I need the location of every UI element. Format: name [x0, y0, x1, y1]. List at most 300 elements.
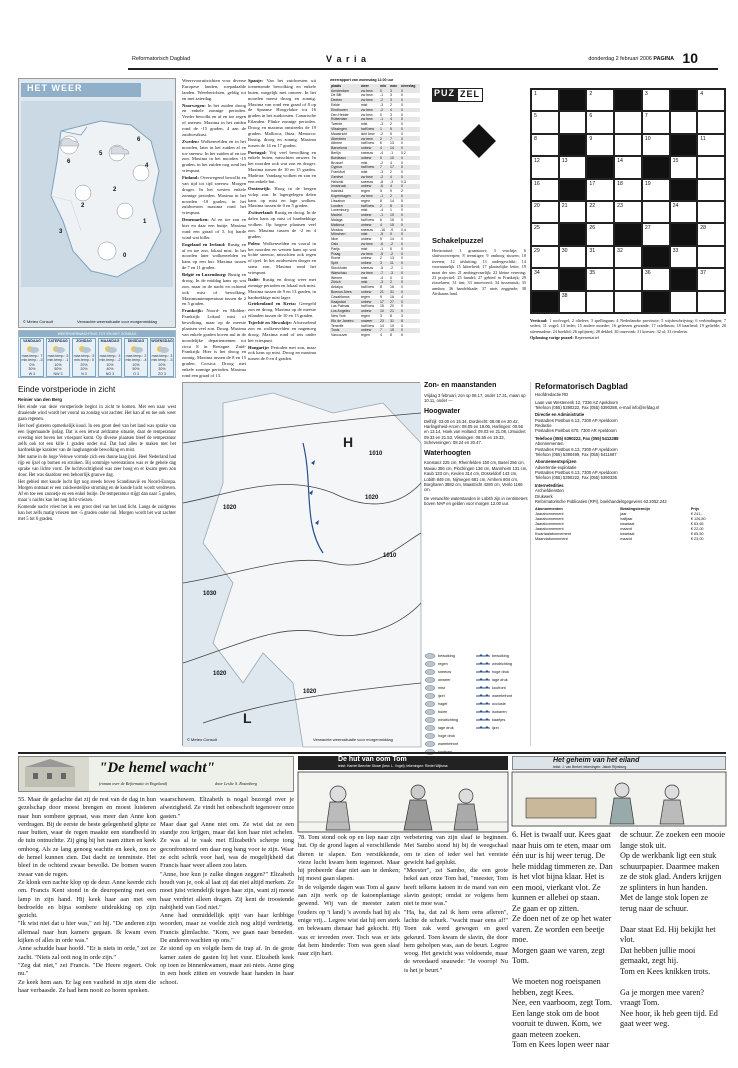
puzzle-cell[interactable]	[642, 201, 670, 223]
puzzle-block	[559, 89, 587, 111]
puzzle-number: 37	[700, 270, 707, 277]
city-cell: 0	[379, 156, 389, 161]
city-cell: Rio de Janeiro	[330, 319, 360, 324]
puzzle-cell[interactable]	[559, 156, 587, 178]
puzzle-cell[interactable]	[614, 268, 642, 290]
forecast-day-rain: 0%	[29, 362, 35, 367]
country-name: België en Luxemburg:	[182, 272, 227, 277]
colophon-line: Advertentie-exploitatie	[535, 464, 577, 470]
city-cell: Praag	[330, 251, 360, 256]
forecast-day-sun: 30%	[28, 367, 36, 372]
city-cell: 1	[400, 266, 403, 271]
city-cell: Oslo	[330, 242, 360, 247]
price-cell: kwartaal	[620, 531, 635, 536]
city-cell: 15	[389, 223, 400, 228]
city-table	[330, 84, 420, 338]
country-text: Vrij veel bewolking en enkele buien, misschien onweer. In het noorden ook wat zon en droger. Maxima tussen de 10 en 15 graden. Madeira: Vandaag wolken en zon en een enkele bui.	[248, 149, 316, 184]
city-cell: Antalya	[331, 285, 343, 290]
country-forecast	[182, 139, 246, 174]
puzzle-number: 1	[534, 91, 537, 97]
puzzle-cell[interactable]	[697, 223, 725, 245]
city-cell: mist	[360, 160, 368, 165]
forecast-day-name: ZATERDAG	[48, 339, 68, 343]
map-temp-6: 2	[81, 203, 85, 209]
legend-label: hagel	[438, 701, 448, 706]
city-cell: Warschau	[330, 271, 360, 276]
city-cell: onbew	[360, 223, 379, 228]
city-cell: Vlissingen	[330, 127, 360, 132]
country-forecast	[248, 241, 316, 276]
front-line-icon	[476, 653, 490, 659]
sun-cloud-icon	[155, 345, 169, 353]
city-cell: 0	[400, 165, 420, 170]
colophon-line: Internetedities	[535, 482, 564, 488]
legend-label: warmtefront	[438, 741, 459, 746]
price-row	[535, 527, 726, 532]
front-line-icon	[476, 709, 490, 715]
legend-label: lage druk	[438, 725, 454, 730]
puzzle-cell[interactable]	[614, 156, 642, 178]
country-text: Noord- en Midden-Frankrijk: Lokaal mist of bewolking, maar op de meeste plaatsen veel zon. Droog. Maxima van enkele graden boven nul in de noordelijke departementen tot circa 8 in Bretagne. Zuid-Frankrijk: Hier is het droog en zonnig. Maxima tussen de 8 en 15 graden. Corsica: Droog met enkele zonnige perioden. Maxima rond een graad of 13.	[182, 308, 246, 378]
city-cell: half bew	[360, 323, 374, 328]
sun-cloud-icon	[77, 345, 91, 353]
front-line-icon	[476, 693, 490, 699]
price-cell: Jaarabonnement	[535, 526, 564, 531]
puzzle-cell[interactable]	[697, 201, 725, 223]
city-cell: sneeuw	[360, 227, 374, 232]
colophon-title: Reformatorisch Dagblad	[535, 382, 628, 391]
city-cell: 3	[379, 314, 382, 318]
country-text: Af en toe zon en hier en daar een buitje. Maxima rond een graad of 5, bij harde wind wat killer.	[182, 217, 246, 240]
puzzle-cell[interactable]	[614, 134, 642, 156]
legend-row	[424, 716, 474, 724]
bottom-rule	[18, 752, 726, 754]
puzzle-cell[interactable]	[642, 268, 670, 290]
city-cell: mist	[360, 208, 368, 213]
puzzle-cell[interactable]	[670, 156, 698, 178]
price-cell: € 65,50	[690, 531, 704, 536]
price-cell: halfjaar	[620, 517, 633, 522]
map-temp-8: 5	[99, 151, 103, 157]
puzzle-cell[interactable]	[670, 201, 698, 223]
water-title: Hoogwater	[424, 407, 461, 415]
legend-label: kaartjes	[492, 717, 506, 722]
puzzle-block	[642, 246, 670, 268]
city-col-header: min	[379, 84, 389, 89]
price-cell: € 63,65	[690, 521, 704, 526]
onweer-icon	[424, 677, 436, 683]
city-cell: zw bew	[360, 93, 373, 98]
legend-row-right	[476, 660, 524, 668]
puzzle-cell[interactable]	[531, 111, 559, 133]
puzzle-cell[interactable]	[697, 134, 725, 156]
puzzle-solution-head: Oplossing vorige puzzel:	[530, 335, 574, 341]
city-cell: onbew	[360, 261, 379, 266]
city-cell: Las Palmas	[331, 304, 350, 309]
puzzle-number: 15	[672, 158, 679, 165]
city-weather-table	[330, 78, 420, 338]
forecast-day-min: min.temp.: -1	[47, 358, 69, 363]
comic-col2-text: verbetering van zijn slaaf te beginnen. Met Sambo stond hij bij de weegschaal om te zien of ieder wel het vereiste gewicht had geplukt. "Meester", zei Sambo, die een grote hekel aan onze Tom had, "meester, Tom heeft telkens katoen in de mand van een slavin gestopt; omdat ze volgens hem niet te moe was." "Ha, ha, dat zal ik hem eens afleren", lachte de schurk. "wacht maar eens af!" Toen zak werd gewogen en goed gekeurd. Toen kwam de slavin, die door hem geholpen was, aan de beurt. Legree woog. Het gewicht was voldoende, maar de wreedaard snauwde: "Je voorop! Nu is het je beurt."	[404, 834, 508, 974]
city-cell: 2	[389, 280, 400, 285]
legend-label: isobaren	[492, 709, 507, 714]
city-row	[330, 333, 420, 338]
header-page-word: PAGINA	[653, 56, 674, 62]
city-cell: Stockholm	[331, 266, 348, 271]
city-cell: 0	[400, 271, 420, 276]
country-forecast	[182, 272, 246, 307]
forecast-day-wind: ZO 3	[158, 371, 166, 376]
puzzle-number: 4	[700, 91, 704, 97]
forecast-day-min: min.temp.: 0	[74, 358, 94, 363]
puzzle-cell[interactable]	[614, 246, 642, 268]
forecast-day-wind: NO 3	[105, 371, 115, 376]
comic-col1-text: 78. Tom stond ook op en liep naar zijn hut. Op de grond lagen al verschillende dieren te slapen. Een verstikkende, vieze lucht kwam hem tegemoet. Maar hij probeerde daar niet aan te denken; hij moest gaan slapen. In de volgende dagen was Tom al gauw aan zijn werk op de katoenplantage gewend. Wij van de meester zaten (ouders op 't land) 's avonds had hij als enige vrij... Legree wist dat hij een sterk en bekwaam dienaar had gekocht. Hij was er tevreden over. Toch was er iets dat hem hinderde: Tom was geen slaaf naar zijn hart.	[298, 834, 400, 958]
city-cell: zw bew	[360, 98, 379, 103]
city-cell: -7	[379, 271, 389, 276]
city-cell: Istanbul	[331, 189, 344, 194]
puzzle-cell[interactable]	[586, 268, 614, 290]
puzzle-grid[interactable]	[530, 88, 726, 314]
price-cell: jaar	[620, 512, 627, 517]
city-cell: Kaapstad	[330, 299, 360, 304]
country-forecast	[248, 210, 316, 239]
city-cell: Helsinki	[331, 179, 344, 184]
netherlands-map	[21, 101, 173, 287]
city-cell: 2	[379, 204, 389, 209]
colophon-prices	[535, 507, 726, 541]
hoge-icon	[424, 733, 436, 739]
country-name: Italië:	[248, 276, 260, 282]
city-cell: half bew	[360, 204, 379, 209]
city-cell: Den Helder	[331, 112, 349, 117]
puzzle-cell[interactable]	[614, 291, 642, 313]
puzzle-number: 17	[589, 180, 596, 187]
city-cell: 0	[400, 251, 420, 256]
city-cell: 0	[400, 237, 403, 242]
city-cell: onbew	[360, 309, 379, 314]
city-cell: -1	[379, 246, 384, 251]
country-name: Portugal:	[248, 149, 267, 155]
isobar-label-6: 1020	[213, 671, 227, 677]
puzzle-cell[interactable]	[642, 89, 670, 111]
country-name: Polen:	[248, 240, 261, 246]
city-cell: 4	[390, 160, 392, 165]
city-cell: 5	[389, 127, 400, 132]
city-cell: 16	[390, 218, 394, 223]
puzzle-cell[interactable]	[559, 291, 587, 313]
puzzle-number: 9	[589, 135, 593, 142]
city-cell: 1	[390, 208, 392, 213]
city-cell: -8	[379, 179, 384, 184]
legend-label: bewolking	[492, 653, 509, 658]
puzzle-cell[interactable]	[586, 201, 614, 223]
city-cell: 14	[389, 146, 400, 151]
buien-icon	[424, 709, 436, 715]
puzzle-cell[interactable]	[670, 246, 698, 268]
front-line-icon	[476, 685, 490, 691]
city-cell: 6	[379, 218, 382, 223]
country-forecast	[182, 175, 246, 216]
country-forecast	[248, 150, 316, 185]
legend-label: ijzel	[492, 725, 499, 730]
puzzle-cell[interactable]	[531, 89, 559, 111]
city-cell: zw bew	[360, 251, 379, 256]
puzzle-cell[interactable]	[586, 246, 614, 268]
puzzle-cell[interactable]	[586, 111, 614, 133]
city-cell: Rome	[331, 256, 341, 261]
city-cell: -2	[389, 251, 400, 256]
city-cell: Cyprus	[330, 165, 360, 170]
country-text: Wolkenvelden en vooral in het noorden en westen kans op wat lichte sneeuw, misschien ook regen of ijzel. In het zuidwesten droger en soms zon. Maxima rond het vriespunt.	[248, 240, 316, 275]
article-paragraph: Met name in de hoge Veluwe vormde zich een dunne laag ijzel. Heel Nederland had rijp en ijzel op bomen en struiken. Bij sommige weerstations was er de gehele dag sprake van lichte vorst. De luchtvochtigheid was zeer hoog en er kwam geen zon door. Het was daardoor een behoorlijk grauwe dag.	[18, 455, 176, 479]
city-cell: Maastricht	[331, 131, 348, 136]
city-cell: -5	[379, 251, 389, 256]
header-section: V a r i a	[326, 54, 368, 64]
country-text: Perioden met zon, maar ook kans op mist. Droog en maxima tussen de 0 en 4 graden.	[248, 344, 316, 362]
legend-row-right	[476, 724, 524, 732]
city-cell: Tenerife	[331, 323, 344, 328]
city-cell: -1	[379, 93, 384, 98]
city-cell: zw bew	[360, 242, 379, 247]
puzzle-number: 36	[644, 270, 651, 277]
legend-row-right	[476, 716, 524, 724]
puzzle-number: 10	[644, 135, 651, 142]
serial-author: door Leslie S. Rozenberg	[215, 781, 257, 786]
puzzle-block	[670, 89, 698, 111]
city-cell: -3	[379, 170, 384, 175]
article-paragraph: Het einde van deze vorstperiode begint in zicht te komen. Met een naar west draaiende wind wordt het vooral na zondag wat zachter. Het kan af en toe ook weer gaan regenen.	[18, 405, 176, 423]
city-cell: half bew	[360, 127, 379, 132]
puzzle-cell[interactable]	[531, 134, 559, 156]
puzzle-cell[interactable]	[586, 134, 614, 156]
pressure-credit: © Meteo Consult	[187, 737, 217, 742]
puzzle-cell[interactable]	[614, 201, 642, 223]
legend-row	[424, 708, 474, 716]
legend-row	[424, 732, 474, 740]
puzzle-number: 35	[589, 270, 596, 277]
header-page-number: 10	[682, 50, 698, 66]
colophon-line: Reformatorische Publicaties (RPI), boekhandelsgegevens 63.2052.242	[535, 498, 667, 504]
puzzle-cell[interactable]	[531, 156, 559, 178]
city-cell: 8	[389, 204, 400, 209]
city-cell: 31	[389, 290, 400, 295]
legend-row	[424, 724, 474, 732]
serial-banner	[18, 756, 294, 792]
city-cell: Innsbruck	[330, 184, 360, 189]
city-cell: 0	[400, 146, 420, 151]
isobar-label-1: 1010	[369, 451, 383, 457]
puzzle-number: 29	[534, 247, 540, 254]
city-cell: 5	[379, 237, 382, 242]
forecast-day-wind: W 3	[28, 371, 36, 376]
city-cell: 6	[400, 333, 403, 338]
colophon-line: Postadres Postbus 6.13, 7300 AP Apeldoorn	[535, 446, 618, 452]
tides-text: Vrijdag 3 februari, zon op 08.17, onder 17.31, maan op 10.11, onder —	[424, 392, 526, 404]
puzzle-cell[interactable]	[670, 291, 698, 313]
city-cell: 7	[379, 165, 389, 170]
puzzle-number: 34	[534, 270, 540, 277]
city-cell: -6	[379, 184, 389, 189]
country-forecast	[248, 301, 316, 319]
city-cell: 0	[400, 127, 420, 132]
city-cell: -6	[379, 242, 389, 247]
isobar-label-2: 1020	[365, 495, 379, 501]
city-cell: 19	[390, 323, 394, 328]
city-cell: mist	[360, 275, 368, 280]
weather-map-panel	[18, 78, 176, 328]
puzzle-cell[interactable]	[559, 111, 587, 133]
city-cell: 0	[400, 261, 420, 266]
puzzle-cell[interactable]	[642, 223, 670, 245]
city-col-header: weer	[360, 84, 379, 89]
city-cell: mist	[360, 280, 379, 285]
price-row	[535, 532, 726, 537]
price-cell: maand	[620, 526, 632, 531]
weather-article-col2	[182, 78, 246, 378]
article-paragraph: Komende nacht vriest het in een groot deel van het land licht. Langs de zuidgrens kan het zelfs matig vriezen met -5 graden onder nul. Morgen wordt het wat zachter met 5 tot 6 graden.	[18, 505, 176, 523]
pressure-high-letter: H	[343, 434, 354, 450]
page-header	[130, 50, 720, 67]
city-cell: -4	[379, 208, 384, 213]
city-cell: -3	[390, 179, 394, 184]
map-credit: © Meteo Consult	[23, 319, 53, 324]
city-cell: 5	[379, 189, 382, 194]
city-cell: 10	[379, 309, 389, 314]
legend-label: sneeuw	[438, 669, 452, 674]
ijzel-icon	[424, 693, 436, 699]
pressure-caption: Verwachte weerssituatie voor morgenmiddag	[313, 737, 393, 742]
forecast-day-rain: 10%	[54, 362, 62, 367]
puzzle-cell[interactable]	[586, 291, 614, 313]
puzzle-cell[interactable]	[697, 89, 725, 111]
puzzle-number: 7	[644, 113, 648, 120]
city-cell: 15	[379, 304, 384, 309]
colophon-line: Telefoon (055) 5390222, Fax (055) 5390288, e-mail info@refdag.nl	[535, 404, 660, 410]
header-newspaper: Reformatorisch Dagblad	[132, 56, 191, 62]
city-cell: Londen	[330, 204, 360, 209]
map-temp-9: 3	[59, 229, 63, 235]
puzzle-cell[interactable]	[586, 179, 614, 201]
forecast-day-sun: 50%	[132, 367, 140, 372]
forecast-day-rain: 10%	[132, 362, 140, 367]
city-cell: -2	[390, 266, 394, 271]
legend-row	[424, 660, 474, 668]
puzzle-cell[interactable]	[642, 179, 670, 201]
legend-row	[424, 668, 474, 676]
puzzle-cell[interactable]	[586, 89, 614, 111]
city-cell: 20	[390, 304, 394, 309]
city-cell: 10	[389, 156, 400, 161]
puzzle-number: 14	[617, 158, 623, 165]
puzzle-number: 22	[589, 203, 596, 209]
forecast-day-max: max.temp.: 3	[151, 353, 173, 358]
city-cell: 5	[390, 246, 392, 251]
puzzle-cell[interactable]	[642, 134, 670, 156]
forecast-day-name: VANDAAG	[23, 339, 41, 343]
city-cell: mist	[360, 170, 368, 175]
puzzle-cell[interactable]	[697, 179, 725, 201]
puzzle-cell[interactable]	[697, 111, 725, 133]
puzzle-cell[interactable]	[614, 179, 642, 201]
city-cell: 27	[389, 299, 400, 304]
forecast-day	[124, 338, 148, 377]
city-cell: 9	[379, 294, 382, 299]
puzzle-cell[interactable]	[559, 246, 587, 268]
city-cell: Buenos Aires	[330, 290, 360, 295]
colophon-line: Postadres Postbus 6.13, 7300 AP Apeldoorn	[535, 470, 618, 476]
puzzle-cell[interactable]	[614, 111, 642, 133]
city-cell: Split	[330, 261, 360, 266]
puzzle-cell[interactable]	[531, 179, 559, 201]
country-text: Rustig en droog weer met zonnige perioden en lokaal ook mist. Maxima tussen de 9 en 13 graden, in hardnekkige mist lager.	[248, 276, 316, 300]
puzzle-cell[interactable]	[697, 156, 725, 178]
puzzle-cell[interactable]	[670, 111, 698, 133]
country-text: Wolkenvelden en in het noorden, later in het zuiden af en toe sneeuw. In het zuiden af en toe zon. Maxima in het noorden -15 graden, in het zuiden nog rond het vriespunt.	[182, 138, 246, 174]
city-cell: 14	[390, 237, 394, 242]
country-text: Rustig en af en toe zon, lokaal mist. In het noorden later wolkenvelden en kans op een bui. Maxima tussen de 7 en 11 graden.	[182, 241, 246, 271]
city-cell: -2	[379, 160, 384, 165]
city-cell: 21	[389, 309, 400, 314]
comic-col2	[404, 834, 508, 1060]
puzzle-number: 6	[589, 113, 593, 120]
puzzle-cell[interactable]	[697, 268, 725, 290]
country-name: Griekenland en Kreta:	[248, 301, 297, 307]
puzzle-cell[interactable]	[531, 223, 559, 245]
city-cell: sneeuw	[360, 179, 374, 184]
colophon-line: Postadres Postbus 670, 7300 AR Apeldoorn	[535, 428, 617, 434]
city-cell: Parijs	[331, 246, 340, 251]
puzzle-cell[interactable]	[586, 223, 614, 245]
city-cell: 3	[390, 93, 392, 98]
puzzle-cell[interactable]	[642, 111, 670, 133]
legend-label: warmtefront	[492, 693, 513, 698]
city-cell: half bew	[360, 165, 379, 170]
country-name: Noorwegen:	[182, 102, 206, 108]
city-cell: 0	[400, 117, 420, 122]
comic-illustration	[298, 772, 508, 832]
legend-row	[424, 700, 474, 708]
city-cell: Malaga	[331, 218, 343, 223]
price-cell: Jaarabonnement	[535, 512, 564, 517]
right-comic-title: Het geheim van het eiland	[553, 757, 640, 764]
puzzle-cell[interactable]	[531, 246, 559, 268]
country-text: Van het zuidwesten uit toenemende bewolking en enkele buien, mogelijk met onweer. In het noorden meest droog en zonnig. Maxima van rond een graad of 8 op de Spaanse Hoogvlakte tot 16 graden in het zuidoosten. Canarische Eilanden: Flinke zonnige perioden. Droog en maxima omstreeks de 19 graden. Mallorca, Ibiza, Menorca: Rustig, droog en zonnig. Maxima tussen de 14 en 17 graden.	[248, 78, 316, 148]
city-cell: 8	[400, 319, 420, 324]
front-line-icon	[476, 717, 490, 723]
serial-title: "De hemel wacht"	[99, 760, 215, 776]
right-comic-col2-text: de schuur. Ze zoeken een mooie lange stok uit. Op de werkbank ligt een stuk schuurpapier. Daarmee maken ze de stok glad. Anders krijgen ze splinters in hun handen. Met de lange stok lopen ze terug naar de schuur. Daar staat Ed. Hij bekijkt het vlot. Dat hebben jullie mooi gemaakt, zegt hij. Tom en Kees knikken trots. Ga je morgen mee varen? vraagt Tom. Nee hoor, ik heb geen tijd. Ed gaat weer weg.	[620, 830, 726, 1028]
puzzle-cell[interactable]	[559, 201, 587, 223]
puzzle-cell[interactable]	[531, 268, 559, 290]
city-cell: Wenen	[331, 275, 343, 280]
puzzle-cell[interactable]	[697, 246, 725, 268]
colophon-subtitle: Hoofdredactie RD	[535, 392, 569, 398]
city-cell: 2	[389, 194, 400, 199]
puzzle-number: 31	[589, 247, 596, 254]
city-cell: Luxemburg	[331, 208, 349, 213]
puzzle-number: 28	[700, 225, 707, 232]
serial-col2-text: waarschuwen. Elizabeth is nogal bezorgd over je afwezigheid. Ze vindt het onbeschoft tegenover onze gasten." Maar daar gaf Anne niet om. Ze wist dat ze een standje zou krijgen, maar dat kon haar niet schelen. Ze was al te vaak met Elizabeth's scherpe tong geconfronteerd om daar nog bang voor te zijn. Waar ze echt schrik voor had, was de mogelijkheid dat Francis haar weer alleen zou laten. "Anne, hoe kun je zulke dingen zeggen?" Elizabeth houdt van je, ook al laat zij dat niet altijd merken. Ze moet juist vriendelijk tegen haar zijn, want zij moest haar verdriet alleen dragen. Zij kent de troostende nabijheid van God niet." Anne had onmiddellijk spijt van haar kribbige woorden, maar ze voelde zich nog altijd verdrietig. Francis glimlachte. "Kom, we gaan naar beneden. De anderen wachten op ons." Ze stond op en volgde hem de trap af. In de grote kamer zaten de gasten bij het vuur. Elizabeth keek op toen ze binnenkwamen, maar zei niets. Anne ging in een hoek zitten en vouwde haar handen in haar schoot.	[160, 796, 294, 986]
country-text: Overwegend bewolkt en van tijd tot tijd sneeuw. Morgen droger. In het westen enkele zonnige perioden. Maxima in het noorden -10 graden, in het zuidwesten maxima rond het vriespunt.	[182, 175, 246, 216]
price-cell: Kwartaalabonnement	[535, 531, 571, 536]
pressure-map	[182, 382, 420, 746]
puzzle-cell[interactable]	[697, 291, 725, 313]
puzzle-cell[interactable]	[531, 201, 559, 223]
forecast-day-max: max.temp.: 5	[73, 353, 95, 358]
city-cell: Casablanca	[331, 294, 350, 299]
country-forecast	[182, 103, 246, 138]
